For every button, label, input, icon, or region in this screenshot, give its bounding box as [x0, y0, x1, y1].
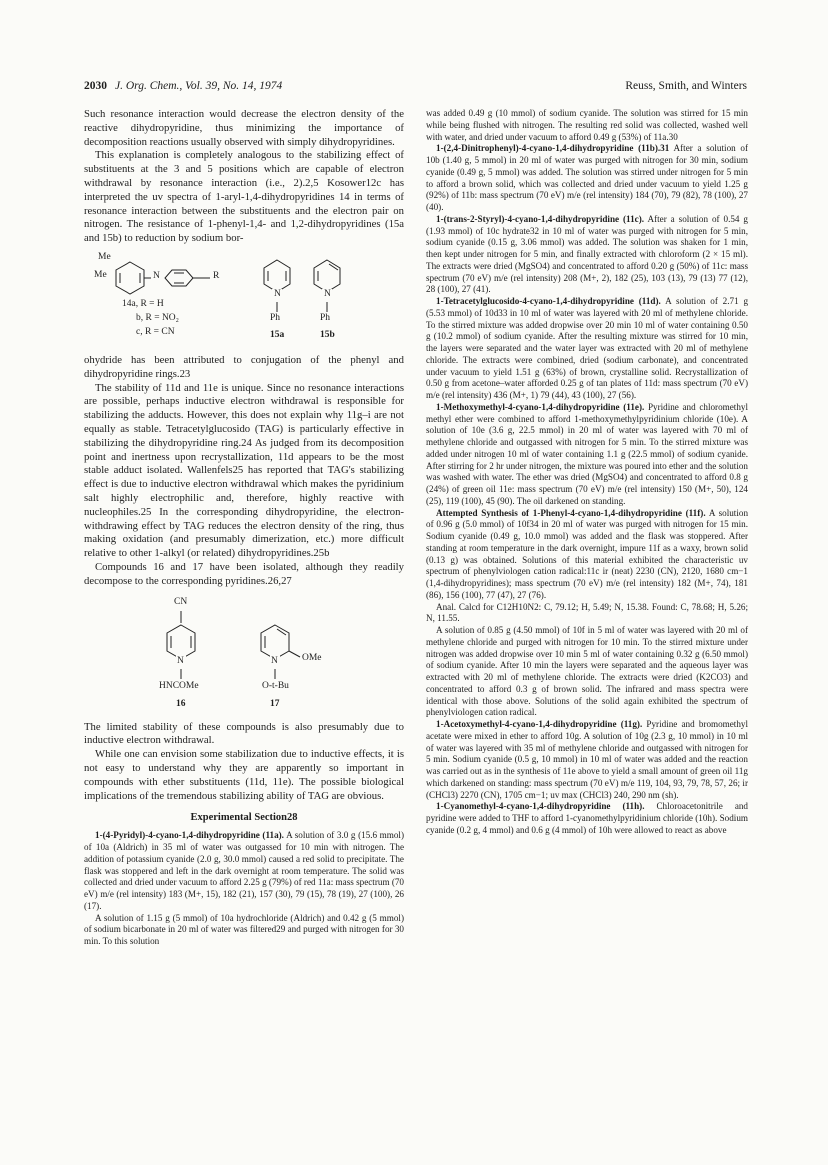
- experimental-paragraph: [426, 143, 748, 214]
- paragraph-body: A solution of 2.71 g (5.53 mmol) of 10d33 in 10 ml of water was layered with 20 ml of methylene chloride. To the stirred mixture was added dropwise over 20 min 10 ml of water containing 0.50 g (10.2 mmol) of sodium cyanide. After the resulting mixture was stirred for 10 min, the layers were separated and the water layer was extracted with 20 ml of methylene chloride. The extracts were combined, dried (sodium carbonate), and concentrated under vacuum to yield 1.51 g (63%) of brown, crystalline solid. Recrystallization of 0.50 g from acetone–water afforded 0.25 g of tan plates of 11d: mass spectrum (70 eV) m/e (rel intensity) 436 (M+, 1) 79 (44), 43 (100), 27 (56).: [426, 296, 749, 400]
- compound-title: 1-(trans-2-Styryl)-4-cyano-1,4-dihydropyridine (11c).: [436, 213, 645, 224]
- running-header: [84, 80, 747, 96]
- compound-16-label: 16: [176, 698, 186, 709]
- compound-14a-caption: 14a, R = H: [122, 298, 164, 309]
- compound-title: Attempted Synthesis of 1-Phenyl-4-cyano-1,4-dihydropyridine (11f).: [436, 507, 706, 518]
- paragraph-body: Pyridine and bromomethyl acetate were mixed in ether to afford 10g. A solution of 10g (2.3 g, 10 mmol) in 10 ml of water was layered with 35 ml of methylene chloride and outgassed with nitrogen for 5 min. Sodium cyanide (0.5 g, 10 mmol) in 10 ml of water was added and the reaction was carried out as in the synthesis of 11e above to yield a small amount of green oil 11g which darkened on standing: mass spectrum (70 eV) m/e 119, 104, 93, 79, 78, 57, 26; ir (CHCl3) 2270 (CN), 1705 cm−1; uv max (CHCl3) 240, 290 nm (sh).: [426, 719, 749, 800]
- compound-15a-label: 15a: [270, 329, 285, 340]
- paragraph: A solution of 1.15 g (5 mmol) of 10a hydrochloride (Aldrich) and 0.42 g (5 mmol) of sodium bicarbonate in 20 ml of water was filtered29 and purged with nitrogen for 30 min. To this solution: [84, 912, 404, 947]
- compound-14b-caption: b, R = NO₂: [136, 312, 179, 323]
- paragraph: This explanation is completely analogous to the stabilizing effect of substituents at the 3 and 5 positions which are capable of electron withdrawal by resonance interaction (i.e., 2).2,5 Kosower12c has interpreted the uv spectra of 1-aryl-1,4-dihydropyridines 14 in terms of resonance interaction between the substituents and the electron pair on nitrogen. The resistance of 1-phenyl-1,4- and 1,2-dihydropyridines (15a and 15b) to reduction by sodium bor-: [84, 149, 404, 245]
- paragraph: The limited stability of these compounds is also presumably due to inductive electron withdrawal.: [84, 720, 404, 747]
- structure-figure-16-17: [84, 595, 404, 715]
- paragraph: Compounds 16 and 17 have been isolated, although they readily decompose to the corresponding pyridines.26,27: [84, 560, 404, 587]
- authors: Reuss, Smith, and Winters: [625, 80, 747, 92]
- label-cn: CN: [174, 596, 188, 607]
- label-o-t-bu: O-t-Bu: [262, 680, 289, 691]
- right-column: [426, 108, 748, 837]
- paragraph-body: Chloroacetonitrile and pyridine were added to THF to afford 1-cyanomethylpyridinium chloride (10h). Sodium cyanide (0.2 g, 4 mmol) and 0.6 g (4 mmol) of 10h were allowed to react as above: [426, 801, 748, 835]
- left-column: [84, 108, 404, 948]
- experimental-paragraph: [84, 830, 404, 912]
- label-ph: Ph: [320, 312, 331, 323]
- section-title: Experimental Section28: [190, 812, 298, 824]
- paragraph-body: A solution of 3.0 g (15.6 mmol) of 10a (Aldrich) in 35 ml of water was outgassed for 10 min with nitrogen. The addition of potassium cyanide (2.0 g, 30.0 mmol) caused a red solid to precipitate. The flask was stoppered and left in the dark overnight at room temperature. The solid was collected and dried under vacuum to afford 2.25 g (79%) of red 11a: mass spectrum (70 eV) m/e (rel intensity) 183 (M+, 15), 182 (21), 157 (30), 79 (15), 78 (19), 27 (100), 26 (17).: [84, 830, 404, 911]
- phenyl-ring: [165, 270, 193, 286]
- compound-title: 1-Methoxymethyl-4-cyano-1,4-dihydropyridine (11e).: [436, 401, 645, 412]
- paragraph-body: A solution of 0.96 g (5.0 mmol) of 10f34 in 20 ml of water was purged with nitrogen for 15 min. Sodium cyanide (0.49 g, 10.0 mmol) was added and the flask was stoppered. After standing at room temperature in the dark overnight, impure 11f as a waxy, brown solid (0.13 g) was obtained. Solutions of this material exhibited the characteristic uv spectrum of phenylviologen cation radical:11c ir (neat) 2230 (CN), 2120, 1680 cm−1 (1,4-dihydropyridines); mass spectrum (70 eV) m/e (rel intensity) 182 (M+, 74), 181 (86), 156 (100), 77 (47), 27 (76).: [426, 507, 749, 600]
- structure-figure-14-15: [84, 250, 404, 350]
- compound-title: 1-Tetracetylglucosido-4-cyano-1,4-dihydropyridine (11d).: [436, 296, 661, 306]
- label-r: R: [213, 270, 220, 281]
- label-hncome: HNCOMe: [159, 680, 199, 691]
- label-me: Me: [94, 269, 107, 280]
- paragraph: Such resonance interaction would decrease the electron density of the reactive dihydropyridine, thus minimizing the importance of decomposition reactions usually observed with simply dihydropyridines.: [84, 108, 404, 148]
- paragraph-body: After a solution of 0.54 g (1.93 mmol) of 10c hydrate32 in 10 ml of water was purged with nitrogen for 5 min, sodium cyanide (0.15 g, 3.06 mmol) was added. The solution was shaken for 1 min, then kept under nitrogen for 5 min, and finally extracted with chloroform (2 × 15 ml). The extracts were dried (MgSO4) and concentrated to afford 0.20 g (50%) of 11c: mass spectrum (70 eV) m/e (rel intensity) 208 (M+, 2), 182 (25), 103 (13), 79 (13) 77 (12), 28 (100), 27 (41).: [426, 213, 748, 295]
- label-me: Me: [98, 251, 111, 262]
- experimental-paragraph: [426, 214, 748, 296]
- page-number: 2030: [84, 80, 107, 92]
- compound-17-label: 17: [270, 698, 280, 709]
- compound-title: 1-(4-Pyridyl)-4-cyano-1,4-dihydropyridine (11a).: [95, 830, 284, 841]
- paragraph: was added 0.49 g (10 mmol) of sodium cyanide. The solution was stirred for 15 min while being flushed with nitrogen. The resulting red solid was collected, washed well with water, and dried under vacuum to afford 0.49 g (53%) of 11a.30: [426, 108, 748, 142]
- experimental-paragraph: [426, 296, 748, 402]
- compound-title: 1-Cyanomethyl-4-cyano-1,4-dihydropyridine (11h).: [436, 801, 645, 812]
- paragraph-body: After a solution of 10b (1.40 g, 5 mmol) in 20 ml of water was purged with nitrogen for 30 min, sodium cyanide (0.49 g, 5 mmol) was added. The solution was stirred under nitrogen for 5 min to afford a brown solid, which was collected and dried under vacuum to yield 1.25 g (92%) of 11b: mass spectrum (70 eV) m/e (rel intensity) 184 (70), 79 (82), 78 (100), 27 (40).: [426, 143, 749, 212]
- label-n: N: [271, 655, 278, 666]
- paragraph: A solution of 0.85 g (4.50 mmol) of 10f in 5 ml of water was layered with 20 ml of methylene chloride and purged with nitrogen for 10 min. To the stirred mixture under nitrogen was added dropwise over 10 min 5 ml of water containing 0.32 g (6.50 mmol) of sodium cyanide. After 10 min the layers were separated and the aqueous layer was extracted with 20 ml of methylene chloride. The extracts were dried (K2CO3) and concentrated to afford 0.3 g of brown solid. The infrared and mass spectra were identical with those above. Solutions of the solid again exhibited the spectrum of phenylviologen cation radical.: [426, 625, 748, 718]
- experimental-paragraph: [426, 801, 748, 836]
- journal-name: J. Org. Chem., Vol. 39, No. 14, 1974: [115, 80, 283, 92]
- experimental-paragraph: [426, 402, 748, 508]
- compound-title: 1-(2,4-Dinitrophenyl)-4-cyano-1,4-dihydropyridine (11b).31: [436, 143, 670, 154]
- paragraph-body: Pyridine and chloromethyl methyl ether were combined to afford 1-methoxymethylpyridinium chloride (10e). A solution of 10e (3.6 g, 22.5 mmol) in 20 ml of water was layered with 70 ml of methylene chloride and outgassed with nitrogen for 5 min. To the stirred mixture was added under nitrogen 10 ml of water containing 1.1 g (22.5 mmol) of sodium cyanide. After stirring for 2 hr under nitrogen, the mixture was poured into ether and the solution was washed with water. The ether was dried (MgSO4) and concentrated to afford 0.8 g (24%) of green oil 11e: mass spectrum (70 eV) m/e (rel intensity) 150 (M+, 50), 124 (25), 119 (100), 45 (90). The oil darkened on standing.: [426, 401, 748, 506]
- label-n: N: [274, 288, 281, 299]
- label-n: N: [177, 655, 184, 666]
- label-n: N: [324, 288, 331, 299]
- paragraph: While one can envision some stabilization due to inductive effects, it is not easy to understand why they are apparently so important in compounds with ether substituents (11d, 11e). The possible biological implications of the tremendous stabilizing ability of TAG are obvious.: [84, 748, 404, 802]
- experimental-paragraph: [426, 508, 748, 602]
- structure-drawing: [84, 595, 404, 715]
- label-ph: Ph: [270, 312, 281, 323]
- paragraph: ohydride has been attributed to conjugation of the phenyl and dihydropyridine rings.23: [84, 353, 404, 380]
- paragraph: The stability of 11d and 11e is unique. Since no resonance interactions are possible, perhaps inductive electron withdrawal is responsible for stabilizing the adducts. However, this does not explain why 11g–i are not equally as stable. Tetracetylglucosido (TAG) is particularly effective in stabilizing the dihydropyridine ring.24 As judged from its decomposition point and inertness upon recrystallization, 11d appears to be the most stable adduct isolated. Wallenfels25 has reported that TAG's stabilizing effect is due to inductive electron withdrawal which makes the pyridinium salt highly electrophilic and, therefore, highly reactive with nucleophiles.25 In the corresponding dihydropyridine, the electron-withdrawing effect by TAG reduces the electron density of the ring, thus making oxidation (and presumably dimerization, etc.) more difficult relative to other 1-alkyl (or related) dihydropyridines.25b: [84, 381, 404, 560]
- compound-title: 1-Acetoxymethyl-4-cyano-1,4-dihydropyridine (11g).: [436, 719, 643, 729]
- compound-14c-caption: c, R = CN: [136, 326, 175, 337]
- experimental-paragraph: [426, 719, 748, 801]
- journal-citation: [84, 80, 282, 92]
- label-n: N: [153, 270, 160, 281]
- compound-15b-label: 15b: [320, 329, 335, 340]
- label-ome: OMe: [302, 652, 322, 663]
- analysis-paragraph: Anal. Calcd for C12H10N2: C, 79.12; H, 5.49; N, 15.38. Found: C, 78.68; H, 5.26; N, 11.55.: [426, 601, 748, 624]
